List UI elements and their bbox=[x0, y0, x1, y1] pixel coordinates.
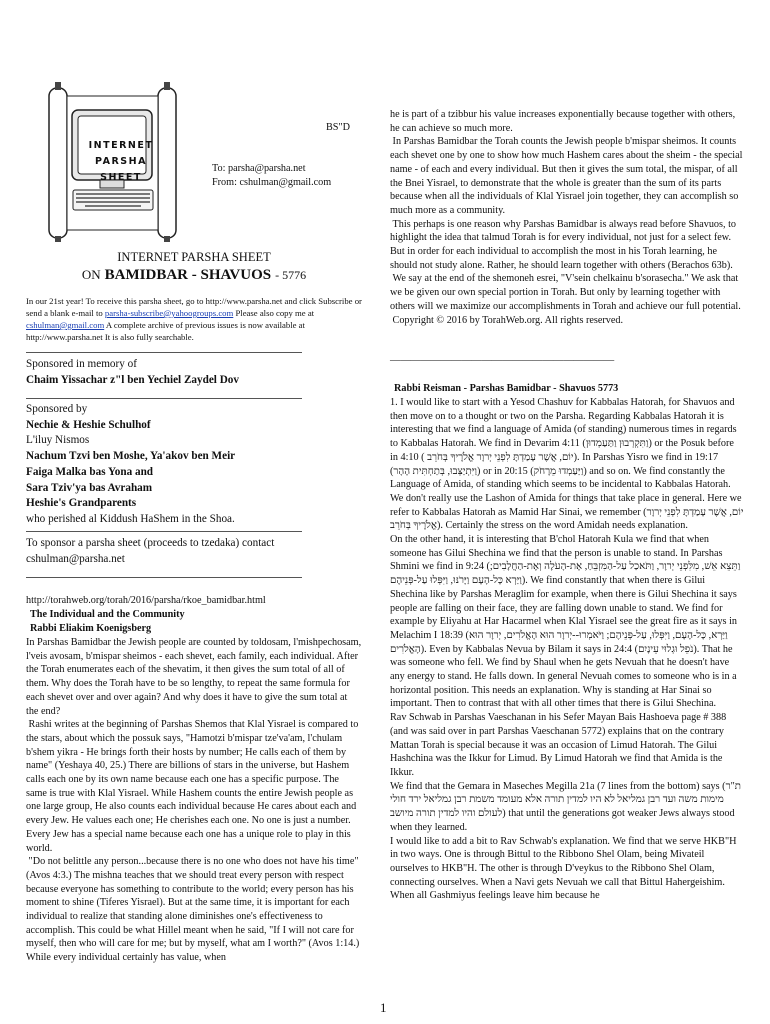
article1-body: In Parshas Bamidbar the Jewish people are counted by toldosam, l'mishpechosam, l'veis avosam, b'mispar sheimos - each shevet, each family, each individual. After the Torah enumerates each of the shevatim, it then gives the sum total of all of them. Why does the Torah have to be so lengthy, to repeat the same formula for each shevet over and over again? And why does it have to give the sum total at the end? Rashi writes at the beginning of Parshas Shemos that Klal Yisrael is compared to the stars, about which the possuk says, "Hamotzi b'mispar tze'va'am, l'chulam b'shem yikra - He brings forth their hosts by number; He calls each of them by name" (Yeshaya 40, 25.) There are billions of stars in the universe, but Hashem calls each one by its own name because each one has a specific purpose. The same is true with Klal Yisrael. While Hashem counts the entire Jewish people as one large group, He also counts each individual because He cares about each and every Jew. He values each one; He cherishes each one. No one is just a number. Every Jew has a special name because each one has a unique role to play in this world. "Do not belittle any person...because there is no one who does not have his time" (Avos 4:3.) The mishna teaches that we should treat every person with respect because everyone has something to contribute to the world; every person has his moment to shine (Tiferes Yisrael). But at the same time, it is important for each individual to realize that standing alone diminishes one's effectiveness to accomplish. This could be what Hillel meant when he said, "If I will not care for myself, then who will care for me; but by myself, what am I worth?" (Avos 1:14.) While every individual certainly has value, when bbox=[26, 637, 362, 964]
sponsor-contact-email: cshulman@parsha.net bbox=[26, 552, 125, 565]
to-address: To: parsha@parsha.net bbox=[212, 163, 306, 174]
sponsor-block bbox=[26, 402, 235, 528]
sponsor-label: Sponsored by bbox=[26, 403, 88, 415]
separator: —————————————————————— bbox=[390, 355, 615, 366]
article1-continuation: he is part of a tzibbur his value increases exponentially because together with others, he can achieve so much more. In Parshas Bamidbar the Torah counts the Jewish people b'mispar sheimos. It counts each shevet one by one to show how much Hashem cares about the sheim - the special name - of each and every individual. But then it gives the sum total, the mispar, of all the Bnei Yisrael, to demonstrate that the whole is greater than the sum of its parts because when all the individuals of Klal Yisrael join together, they can accomplish so much more as a community. This perhaps is one reason why Parshas Bamidbar is always read before Shavuos, to highlight the idea that talmud Torah is for every individual, not just for a select few. But in order for each individual to accomplish the most in his Torah learning, he should not study alone. Rather, he should learn together with others (Berachos 63b). We say at the end of the shemoneh esrei, "V'sein chelkainu b'sorasecha." We ask that we be given our own special portion in Torah. But only by learning together with others will we maximize our accomplishments in Torah and achieve our full potential. Copyright © 2016 by TorahWeb.org. All rights reserved. bbox=[390, 109, 743, 326]
heading-on: ON bbox=[81, 267, 101, 282]
sponsor-names: Nechie & Heshie Schulhof bbox=[26, 418, 151, 431]
sheet-title: INTERNET PARSHA SHEET bbox=[117, 250, 271, 264]
logo-line-1: INTERNET bbox=[88, 140, 154, 151]
heading-year: - 5776 bbox=[275, 268, 307, 282]
logo-line-3: SHEET bbox=[100, 172, 142, 183]
intro-text-2: Please also copy me at bbox=[233, 307, 315, 318]
intro-text-3: A complete archive of previous issues is now available at http://www.parsha.net It is also fully searchable. bbox=[26, 319, 305, 342]
bsd-mark: BS"D bbox=[326, 122, 350, 133]
contact-email-link[interactable]: cshulman@gmail.com bbox=[26, 319, 105, 330]
sponsor-honoree: Heshie's Grandparents bbox=[26, 497, 137, 510]
sponsor-honoree: Faiga Malka bas Yona and bbox=[26, 465, 154, 478]
heading-parsha: BAMIDBAR - SHAVUOS bbox=[104, 267, 272, 283]
logo-text bbox=[86, 138, 156, 186]
divider bbox=[26, 352, 302, 353]
sponsor-contact-text: To sponsor a parsha sheet (proceeds to tzedaka) contact bbox=[26, 537, 275, 549]
intro-paragraph bbox=[26, 296, 362, 344]
sponsor-memory bbox=[26, 356, 239, 388]
parsha-heading bbox=[26, 266, 362, 284]
divider bbox=[26, 398, 302, 399]
subscribe-email-link[interactable]: parsha-subscribe@yahoogroups.com bbox=[104, 307, 234, 318]
intro-text-1: In our 21st year! To receive this parsha sheet, go to http://www.parsha.net and click Subscribe or send a blank e-mail to bbox=[26, 296, 362, 318]
sponsor-memory-label: Sponsored in memory of bbox=[26, 358, 137, 370]
article1-author: Rabbi Eliakim Koenigsberg bbox=[30, 623, 152, 634]
sponsor-contact bbox=[26, 536, 274, 567]
sponsor-honoree: Sara Tziv'ya bas Avraham bbox=[26, 481, 153, 494]
from-address: From: cshulman@gmail.com bbox=[212, 177, 332, 188]
sponsor-memory-name: Chaim Yissachar z"l ben Yechiel Zaydel Dov bbox=[26, 374, 239, 386]
article1-url: http://torahweb.org/torah/2016/parsha/rkoe_bamidbar.html bbox=[26, 595, 266, 606]
divider bbox=[26, 531, 302, 532]
logo-line-2: PARSHA bbox=[95, 156, 147, 167]
page-number: 1 bbox=[380, 1000, 387, 1015]
article2-title: Rabbi Reisman - Parshas Bamidbar - Shavuos 5773 bbox=[394, 383, 619, 394]
divider bbox=[26, 577, 302, 578]
article2-body: 1. I would like to start with a Yesod Chashuv for Kabbalas Hatorah, for Shavuos and then move on to a thought or two on the Parsha. Regarding Kabbalas Hatorah it is interesting that we find a language of Amida (of standing) numerous times in regards to Kabbalas Hatorah. We find in Devarim 4:11 (וַתִּקְרְבוּן וַתַּעַמְדוּן) or the Posuk before in 4:10 ( יוֹם, אֲשֶׁר עָמַדְתָּ לִפְנֵי יְרוָר אֱלֹרֶיךָ בְּחֹרֵב). In Parshas Yisro we find in 19:17 (וַיִּתְיַצְּבוּ, בְּתַחְתִּית הָהָר) or in 20:15 (וַיַּעַמְדוּ מֵרָחֹק) and so on. We find constantly the Language of Amida, of standing which seems to be incidental to Kabbalas Hatorah. We don't really use the Lashon of Amida for things that take place in general. Here we refer to Kabbalas Hatorah as Mamid Har Sinai, we remember (יוֹם, אֲשֶׁר עָמַדְתָּ לִפְנֵי יְרוָר אֱלֹרֶיךָ בְּחֹרֵב). Certainly the stress on the word Amidah needs explanation. On the other hand, it is interesting that B'chol Hatorah Kula we find that when someone has Gilui Shechina we find that the person is unable to stand. In Parshas Shmini we find in 9:24 (וַתֵּצֵא אֵשׁ, מִלִּפְנֵי יְרוָר, וַתֹּאכַל עַל-הַמִּזְבֵּחַ, אֶת-הָעֹלָה וְאֶת-הַחֲלָבִים; וַיַּרְא כָּל-הָעָם וַיָּרֹנּוּ, וַיִּפְּלוּ עַל-פְּנֵיהֶם). We find constantly that when there is Gilui Shechina like by Parshas Meraglim for example, when there is Gilui Shechina it says people are falling on their face, they are falling down unable to stand. We find for example by Eliyahu at Har Hacarmel when Klal Yisrael see the great fire as it says in Melachim I 18:39 (וַיַּרְא, כָּל-הָעָם, וַיִּפְּלוּ, עַל-פְּנֵיהֶם; וַיֹּאמְרוּ--יְרוָר הוּא הָאֱלֹרִים, יְרוָר הוּא הָאֱלֹרִים). Even by Kabbalas Nevua by Bilam it says in 24:4 (נֹפֵל וּגְלוּי עֵינָיִם). That he was someone who fell. We find by Shaul when he gets Nevuah that he doesn't have any energy to stand. He falls down. In general Nevuah comes to someone who is in a horizontal position. This needs an explanation. Why is standing at Har Sinai so important. Then to contrast that with all other times that there is Gilui Shechina. Rav Schwab in Parshas Vaeschanan in his Sefer Mayan Bais Hashoeva page # 388 (and was said over in part Parshas Vaeschanan 5772) explains that on the contrary Mattan Torah is special because it was an occasion of Limud Hatorah. The Gilui Hashchina was the Ikkur for Limud. By Limud Hatorah we find that Amida is the Ikkur. We find that the Gemara in Maseches Megilla 21a (7 lines from the bottom) says (ת"ר מימות משה ועד רבן גמליאל לא היו למדין תורה אלא מעומד משמת רבן גמליאל ירד חולי לעולם והיו למדין תורה מיושב) that until the generations got weaker Jews always stood when they learned. I would like to add a bit to Rav Schwab's explanation. We find that we serve HKB"H in two ways. One is through Bittul to the Ribbono Shel Olam, being Mivateil ourselves to HKB"H. The other is through D'veykus to the Ribbono Shel Olam, connecting ourselves. When a Navi gets Nevuah we call that Bittul Hahergeishim. When all Gashmiyus feelings leave him because he bbox=[390, 397, 744, 902]
article1-title: The Individual and the Community bbox=[30, 609, 185, 620]
sponsor-liluy: L'iluy Nismos bbox=[26, 434, 90, 447]
sponsor-honoree-note: who perished al Kiddush HaShem in the Shoa. bbox=[26, 512, 235, 525]
sponsor-honoree: Nachum Tzvi ben Moshe, Ya'akov ben Meir bbox=[26, 450, 236, 463]
